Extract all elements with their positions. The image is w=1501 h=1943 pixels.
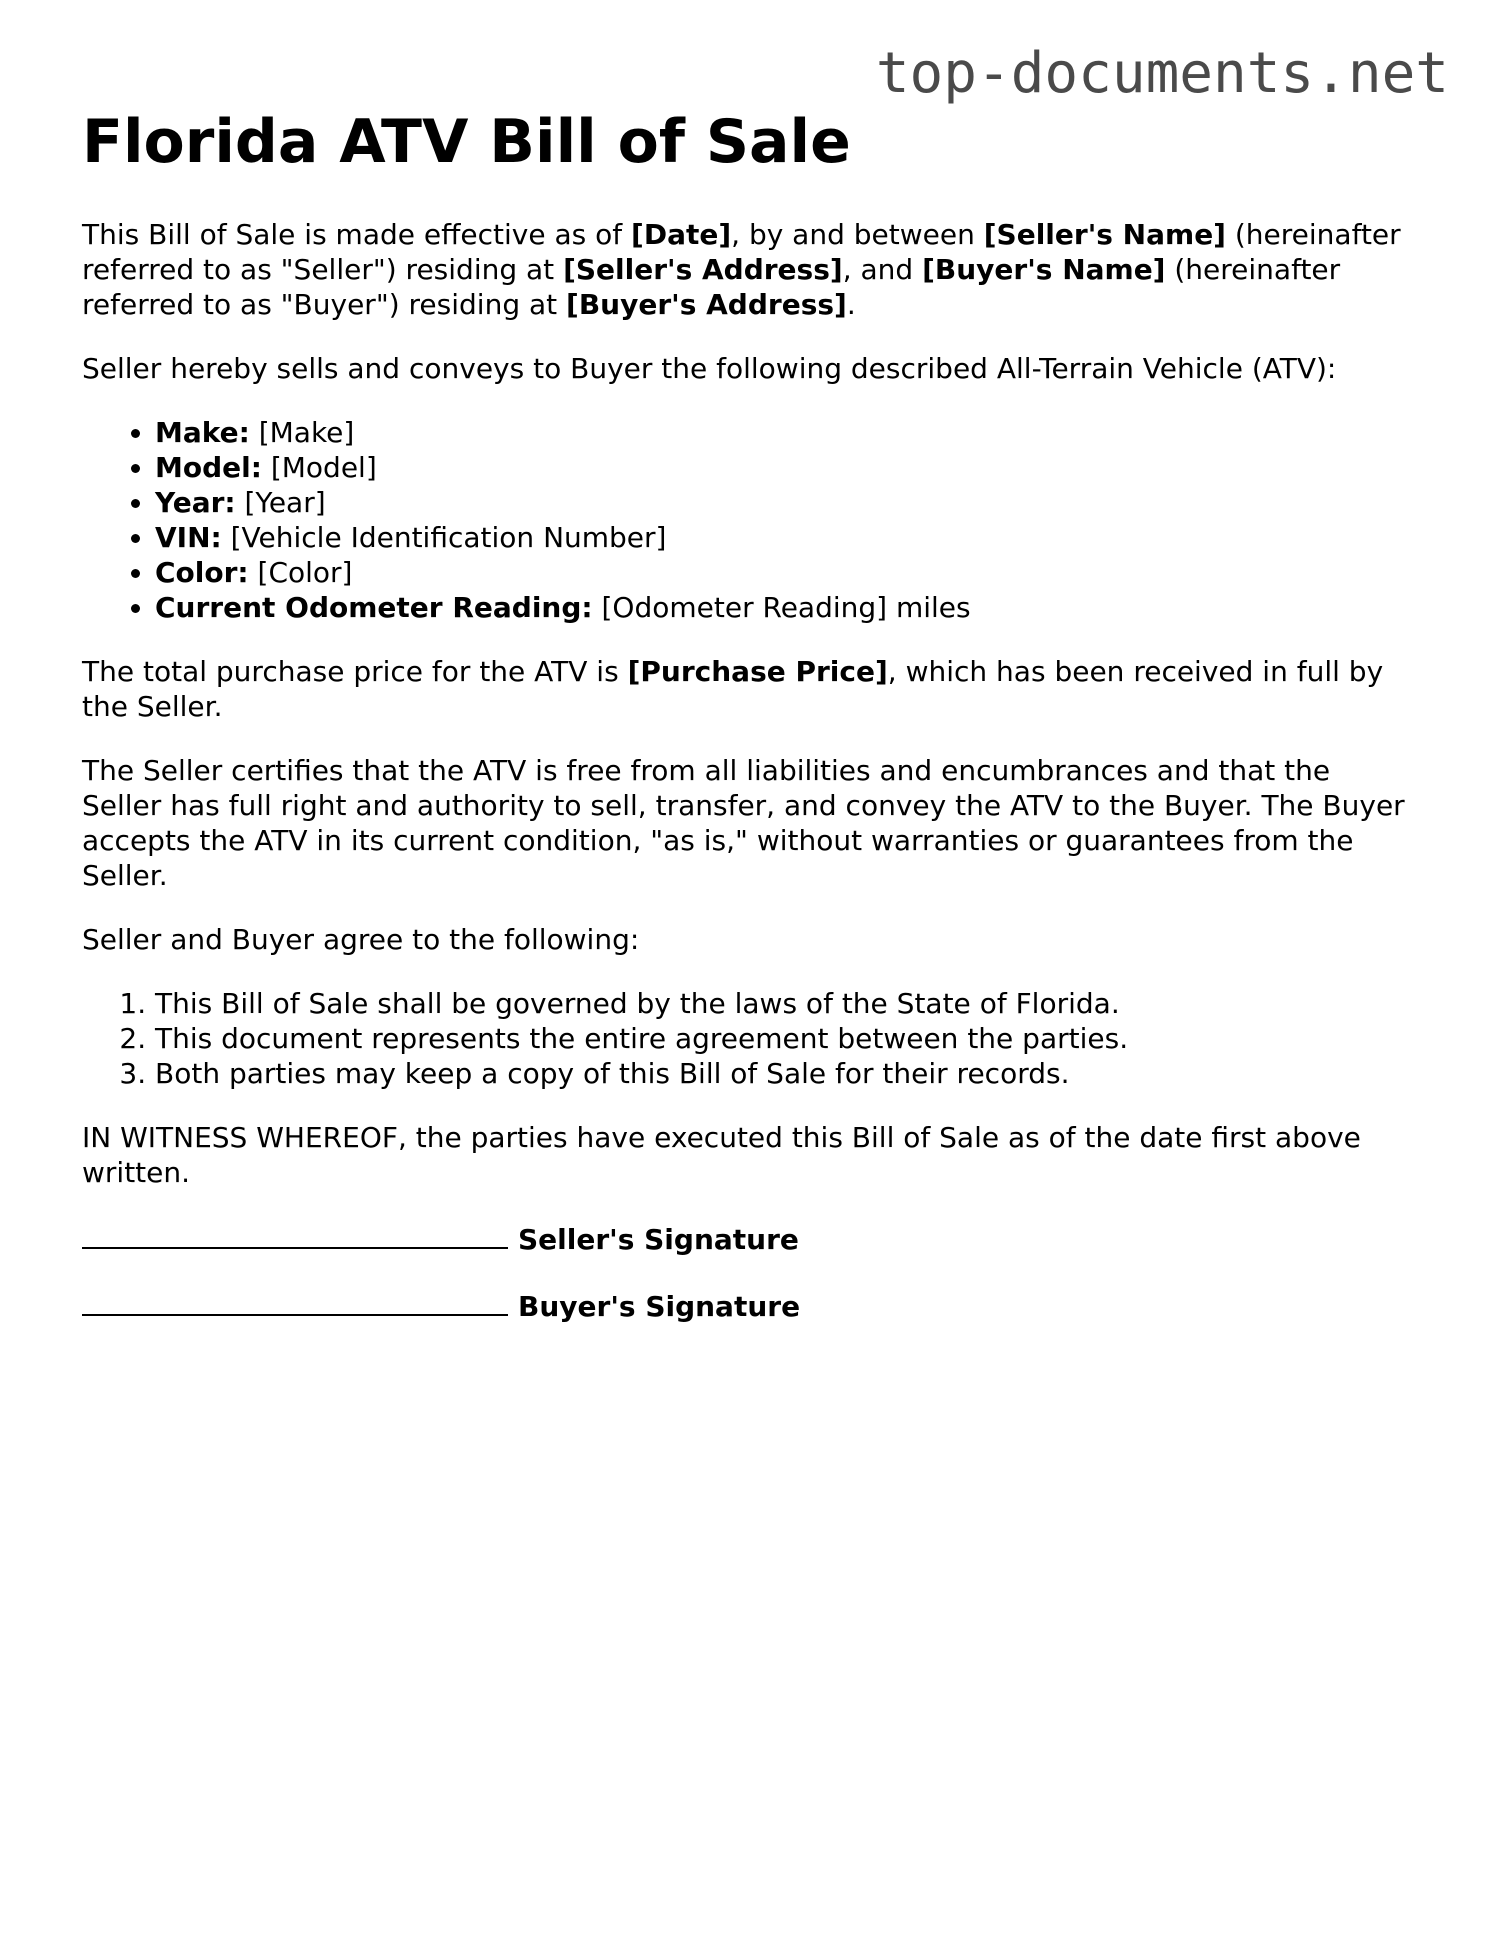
list-item-model [155,450,1412,485]
intro-text: This Bill of Sale is made effective as of [82,218,632,251]
list-item: 1. This Bill of Sale shall be governed by the laws of the State of Florida. [155,986,1412,1021]
item-value: [Year] [235,486,326,519]
item-value: [Vehicle Identification Number] [221,521,667,554]
intro-paragraph [82,217,1412,322]
certification-paragraph: The Seller certifies that the ATV is free from all liabilities and encumbrances and that the Seller has full right and authority to sell, transfer, and convey the ATV to the Buyer. The Buyer accepts the ATV in its current condition, "as is," without warranties or guarantees from the Seller. [82,754,1405,892]
seller-name-placeholder: [Seller's Name] [983,218,1226,251]
list-item: 3. Both parties may keep a copy of this Bill of Sale for their records. [155,1056,1412,1091]
buyer-signature-label: Buyer's Signature [518,1290,801,1323]
item-label: Color: [155,556,249,589]
list-item-make [155,415,1412,450]
list-item-year [155,485,1412,520]
intro-text: (hereinafter referred to as "Seller") residing at [82,218,1401,286]
list-item-color [155,555,1412,590]
document-body [82,104,1412,1324]
vehicle-details-list [82,415,1412,625]
seller-address-placeholder: [Seller's Address] [563,253,843,286]
item-value: [Model] [261,451,377,484]
item-label: Current Odometer Reading: [155,591,593,624]
purchase-price-placeholder: [Purchase Price] [627,655,888,688]
price-paragraph [82,654,1412,724]
intro-text: . [846,288,856,321]
item-value: [Make] [249,416,355,449]
item-label: Year: [155,486,236,519]
intro-text: , by and between [731,218,984,251]
intro-text: (hereinafter referred to as "Buyer") residing at [82,253,1341,321]
list-item: 2. This document represents the entire agreement between the parties. [155,1021,1412,1056]
item-label: Model: [155,451,262,484]
date-placeholder: [Date] [631,218,732,251]
price-text: The total purchase price for the ATV is [82,655,628,688]
seller-signature-block [82,1219,1412,1257]
item-label: Make: [155,416,250,449]
intro-text: , and [842,253,923,286]
list-item-vin [155,520,1412,555]
buyer-address-placeholder: [Buyer's Address] [566,288,847,321]
list-item-odometer [155,590,1412,625]
buyer-signature-block [82,1286,1412,1324]
seller-signature-line[interactable] [82,1219,508,1249]
seller-signature-label: Seller's Signature [518,1223,799,1256]
watermark: top-documents.net [875,41,1449,106]
document-title: Florida ATV Bill of Sale [82,107,851,177]
conveys-paragraph: Seller hereby sells and conveys to Buyer the following described All-Terrain Vehicle (ATV): [82,352,1337,385]
item-label: VIN: [155,521,222,554]
price-text: , which has been received in full by the Seller. [82,655,1384,723]
item-value: [Odometer Reading] miles [592,591,971,624]
buyer-name-placeholder: [Buyer's Name] [922,253,1166,286]
item-value: [Color] [248,556,353,589]
agreement-intro: Seller and Buyer agree to the following: [82,923,640,956]
buyer-signature-line[interactable] [82,1286,508,1316]
witness-paragraph: IN WITNESS WHEREOF, the parties have executed this Bill of Sale as of the date first above written. [82,1121,1361,1189]
terms-list [82,986,1412,1091]
